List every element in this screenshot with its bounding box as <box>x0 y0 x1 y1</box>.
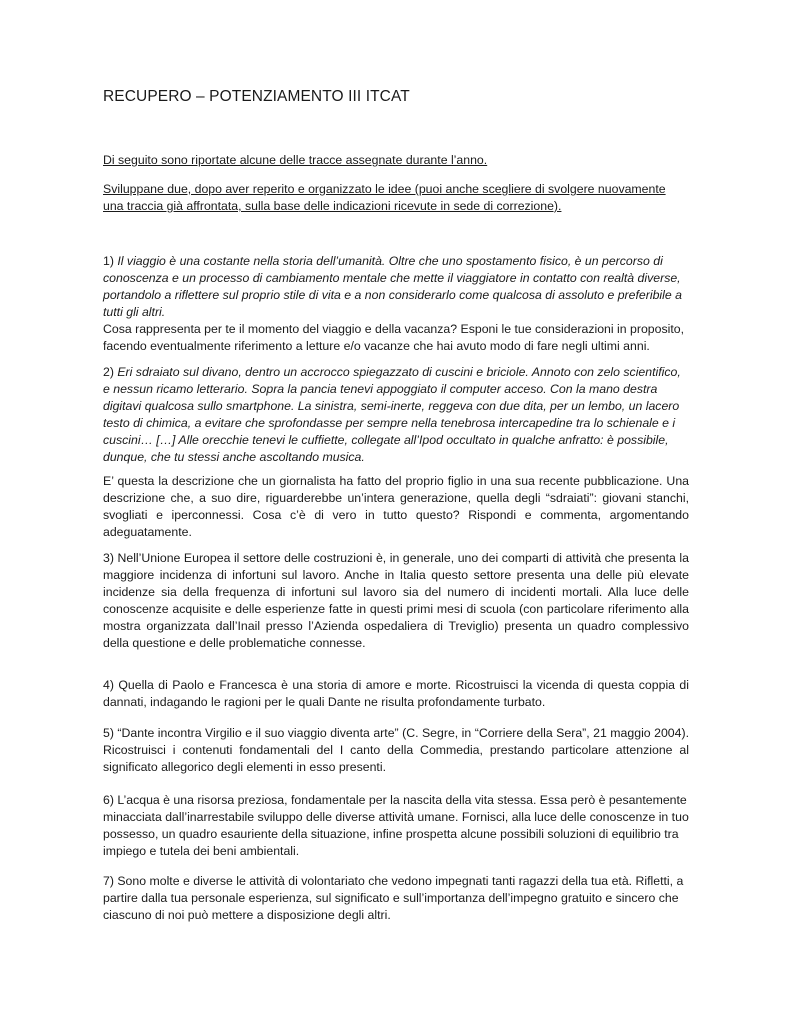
track-3: 3) Nell’Unione Europea il settore delle costruzioni è, in generale, uno dei comparti di attività che presenta la maggiore incidenza di infortuni sul lavoro. Anche in Italia questo settore presenta una delle più elevate incidenze sia della frequenza di infortuni sul lavoro sia del numero di incidenti mortali. Alla luce delle conoscenze acquisite e delle esperienze fatte in questi primi mesi di scuola (con particolare riferimento alla mostra organizzata dall’Inail presso l’Azienda ospedaliera di Treviglio) presenta un quadro complessivo della questione e delle problematiche connesse. <box>103 551 689 650</box>
page-title: RECUPERO – POTENZIAMENTO III ITCAT <box>103 88 410 105</box>
track-1-quote: Il viaggio è una costante nella storia dell’umanità. Oltre che uno spostamento fisico, è un percorso di conoscenza e un processo di cambiamento mentale che mette il viaggiatore in contatto con realtà diverse, portandolo a riflettere sul proprio stile di vita e a non considerarlo come qualcosa di assoluto e preferibile a tutti gli altri. <box>103 254 682 319</box>
track-5: 5) “Dante incontra Virgilio e il suo viaggio diventa arte” (C. Segre, in “Corriere della Sera”, 21 maggio 2004). Ricostruisci i contenuti fondamentali del I canto della Commedia, prestando particolare attenzione al significato allegorico degli elementi in esso presenti. <box>103 726 689 774</box>
track-6: 6) L’acqua è una risorsa preziosa, fondamentale per la nascita della vita stessa. Essa però è pesantemente minacciata dall’inarrestabile sviluppo delle diverse attività umane. Fornisci, alla luce delle conoscenze in tuo possesso, un quadro esauriente della situazione, infine prospetta alcune possibili soluzioni di equilibrio tra impiego e tutela dei beni ambientali. <box>103 793 689 858</box>
track-1 <box>103 253 689 354</box>
intro-line-2: Sviluppane due, dopo aver reperito e organizzato le idee (puoi anche scegliere di svolgere nuovamente una traccia già affrontata, sulla base delle indicazioni ricevute in sede di correzione). <box>103 182 666 213</box>
track-2-quote: Eri sdraiato sul divano, dentro un accrocco spiegazzato di cuscini e briciole. Annoto con zelo scientifico, e nessun ricamo letterario. Sopra la pancia tenevi appoggiato il computer acceso. Con la mano destra digitavi qualcosa sullo smartphone. La sinistra, semi-inerte, reggeva con due dita, per un lembo, un lacero testo di chimica, a evitare che sprofondasse per sempre nella tenebrosa intercapedine tra lo schienale e i cuscini… […] Alle orecchie tenevi le cuffiette, collegate all’Ipod occultato in qualche anfratto: è possibile, dunque, che tu stessi anche ascoltando musica. <box>103 365 681 464</box>
track-1-question: Cosa rappresenta per te il momento del viaggio e della vacanza? Esponi le tue considerazioni in proposito, facendo eventualmente riferimento a letture e/o vacanze che hai avuto modo di fare negli ultimi anni. <box>103 321 685 353</box>
track-7: 7) Sono molte e diverse le attività di volontariato che vedono impegnati tanti ragazzi della tua età. Rifletti, a partire dalla tua personale esperienza, sul significato e sull’importanza dell’impegno gratuito e sincero che ciascuno di noi può mettere a disposizione degli altri. <box>103 874 684 922</box>
track-2-text: E’ questa la descrizione che un giornalista ha fatto del proprio figlio in una sua recente pubblicazione. Una descrizione che, a suo dire, riguarderebbe un’intera generazione, quella degli “sdraiati”: giovani stanchi, svogliati e iperconnessi. Cosa c’è di vero in tutto questo? Rispondi e commenta, argomentando adeguatamente. <box>103 474 689 539</box>
intro-line-1: Di seguito sono riportate alcune delle tracce assegnate durante l’anno. <box>103 153 488 167</box>
track-1-number: 1) <box>103 254 114 268</box>
track-4: 4) Quella di Paolo e Francesca è una storia di amore e morte. Ricostruisci la vicenda di questa coppia di dannati, indagando le ragioni per le quali Dante ne risulta profondamente turbato. <box>103 678 689 709</box>
track-2-quote-block <box>103 364 689 465</box>
track-2-number: 2) <box>103 365 114 379</box>
